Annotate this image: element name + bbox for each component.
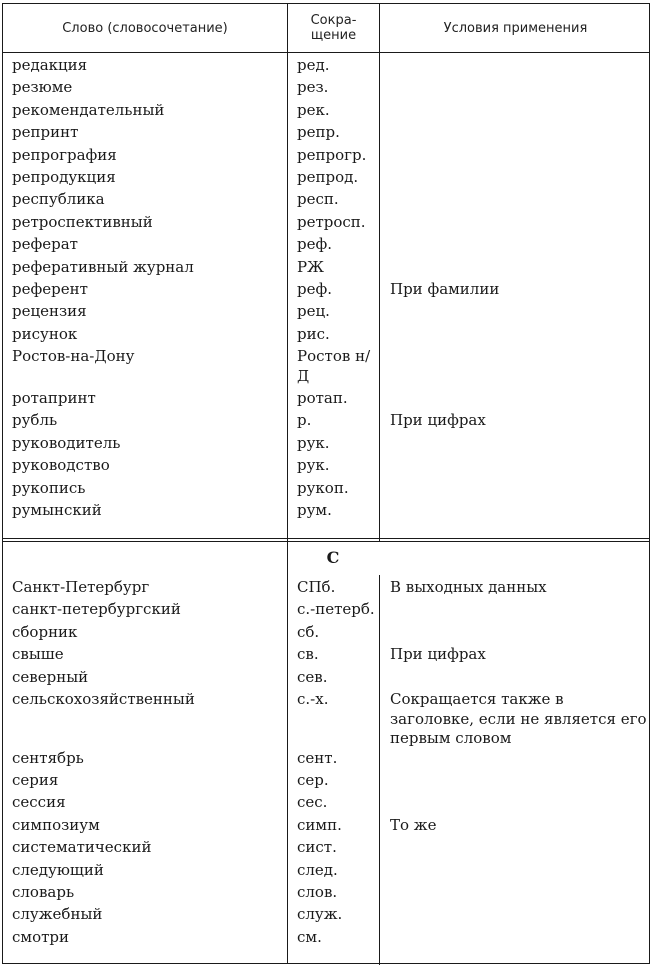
word-cell: сессия	[12, 793, 66, 812]
abbreviations-table	[2, 3, 650, 964]
word-cell: руководитель	[12, 433, 121, 452]
word-cell: резюме	[12, 78, 73, 97]
header-word: Слово (словосочетание)	[62, 20, 228, 36]
word-cell: руководство	[12, 456, 110, 475]
word-cell: референт	[12, 280, 88, 298]
word-cell: следующий	[12, 860, 104, 879]
abbreviation-cell: с.-х.	[297, 690, 329, 708]
word-cell: репринт	[12, 123, 79, 142]
word-cell: ретроспективный	[12, 212, 153, 231]
word-cell: серия	[12, 771, 59, 789]
word-cell: реферат	[12, 235, 78, 254]
word-cell: ротапринт	[12, 389, 96, 407]
condition-cell: При цифрах	[390, 645, 486, 664]
word-cell: репродукция	[12, 168, 116, 186]
abbreviation-cell: слов.	[297, 883, 338, 901]
word-cell: рекомендательный	[12, 100, 165, 119]
condition-cell: В выходных данных	[390, 578, 547, 596]
abbreviation-cell: репрод.	[297, 168, 359, 186]
condition-cell: При цифрах	[390, 411, 486, 430]
word-cell: рубль	[12, 411, 58, 430]
word-cell: рукопись	[12, 478, 86, 497]
abbreviation-cell: реф.	[297, 280, 332, 298]
header-abbreviation	[288, 4, 379, 52]
word-cell: словарь	[12, 883, 75, 901]
section-divider	[3, 538, 649, 539]
word-cell: реферативный журнал	[12, 257, 194, 276]
abbreviation-cell: рек.	[297, 100, 330, 119]
word-cell: Ростов-на-Дону	[12, 347, 135, 366]
abbreviation-cell: репр.	[297, 123, 340, 142]
word-cell: санкт-петербургский	[12, 600, 181, 619]
abbreviation-cell: рец.	[297, 302, 330, 321]
word-cell: репрография	[12, 145, 117, 164]
condition-cell: Сокращается также в заголовке, если не является его первым словом	[390, 690, 647, 747]
section-letter: С	[326, 548, 340, 567]
word-cell: рецензия	[12, 302, 87, 321]
abbreviation-cell: ред.	[297, 56, 330, 74]
word-cell: служебный	[12, 905, 103, 924]
word-cell: сентябрь	[12, 748, 84, 767]
section-divider	[3, 541, 649, 542]
word-cell: свыше	[12, 645, 64, 664]
abbreviation-cell: сист.	[297, 838, 337, 857]
abbreviation-cell: ретросп.	[297, 212, 366, 231]
abbreviation-cell: см.	[297, 927, 322, 946]
abbreviation-cell: сер.	[297, 771, 329, 789]
word-cell: систематический	[12, 838, 152, 857]
abbreviation-cell: репрогр.	[297, 145, 367, 164]
abbreviation-cell: с.-петерб.	[297, 600, 375, 619]
column-divider	[287, 4, 288, 963]
condition-cell: То же	[390, 815, 437, 834]
abbreviation-cell: сб.	[297, 622, 320, 641]
word-cell: республика	[12, 190, 105, 209]
abbreviation-cell: реф.	[297, 235, 332, 254]
abbreviation-cell: СПб.	[297, 578, 336, 596]
abbreviation-cell: рез.	[297, 78, 329, 97]
word-cell: смотри	[12, 927, 69, 946]
condition-cell: При фамилии	[390, 280, 500, 298]
header-divider	[3, 52, 649, 53]
word-cell: рисунок	[12, 324, 78, 343]
abbreviation-cell: рукоп.	[297, 478, 349, 497]
word-cell: сборник	[12, 622, 78, 641]
abbreviation-cell: рук.	[297, 456, 330, 475]
word-cell: румынский	[12, 501, 102, 519]
abbreviation-cell: Ростов н/Д	[297, 347, 371, 385]
abbreviation-cell: РЖ	[297, 257, 324, 276]
abbreviation-cell: ротап.	[297, 389, 348, 407]
word-cell: сельскохозяйственный	[12, 690, 195, 708]
word-cell: северный	[12, 667, 89, 686]
abbreviation-cell: след.	[297, 860, 338, 879]
abbreviation-cell: св.	[297, 645, 319, 664]
abbreviation-cell: сес.	[297, 793, 328, 812]
abbreviation-cell: сев.	[297, 667, 328, 686]
header-conditions: Условия применения	[443, 20, 588, 36]
column-divider	[379, 4, 380, 541]
column-divider	[379, 575, 380, 965]
abbreviation-cell: сент.	[297, 748, 338, 767]
word-cell: редакция	[12, 56, 88, 74]
abbreviation-cell: рум.	[297, 501, 332, 519]
abbreviation-cell: рис.	[297, 324, 330, 343]
word-cell: симпозиум	[12, 815, 100, 834]
header-abbreviation-text: Сокра- щение	[310, 13, 357, 43]
abbreviation-cell: р.	[297, 411, 312, 430]
abbreviation-cell: респ.	[297, 190, 339, 209]
abbreviation-cell: служ.	[297, 905, 343, 924]
abbreviation-cell: симп.	[297, 815, 342, 834]
abbreviation-cell: рук.	[297, 433, 330, 452]
word-cell: Санкт-Петербург	[12, 578, 150, 596]
